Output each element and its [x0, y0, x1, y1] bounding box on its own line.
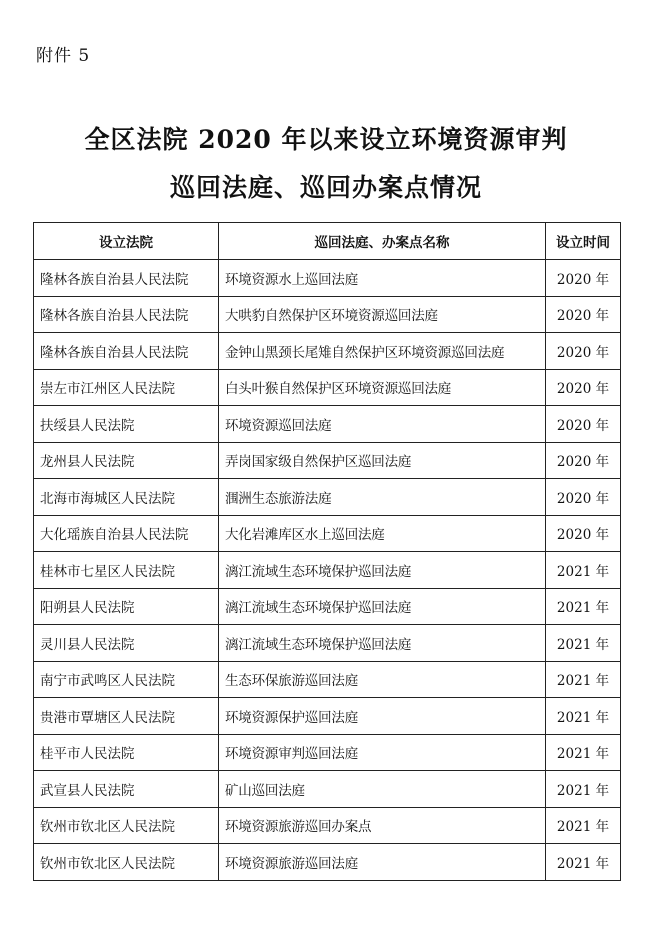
year-cell: 2020 年: [546, 260, 621, 297]
table-row: [34, 844, 621, 881]
table-row: [34, 479, 621, 516]
year-cell: 2020 年: [546, 515, 621, 552]
court-cell: 灵川县人民法院: [34, 625, 219, 662]
table-row: [34, 369, 621, 406]
year-cell: 2021 年: [546, 552, 621, 589]
table-row: [34, 260, 621, 297]
header-year: 设立时间: [546, 223, 621, 260]
year-cell: 2021 年: [546, 844, 621, 881]
year-cell: 2020 年: [546, 333, 621, 370]
court-cell: 隆林各族自治县人民法院: [34, 260, 219, 297]
year-cell: 2021 年: [546, 661, 621, 698]
year-cell: 2021 年: [546, 625, 621, 662]
year-cell: 2020 年: [546, 479, 621, 516]
tribunal-name-cell: 环境资源旅游巡回办案点: [219, 807, 546, 844]
tribunal-name-cell: 生态环保旅游巡回法庭: [219, 661, 546, 698]
court-cell: 龙州县人民法院: [34, 442, 219, 479]
page-title-line-1: 全区法院 2020 年以来设立环境资源审判: [84, 125, 568, 154]
table-row: [34, 442, 621, 479]
court-cell: 武宣县人民法院: [34, 771, 219, 808]
table-row: [34, 771, 621, 808]
table-row: [34, 661, 621, 698]
tribunal-name-cell: 矿山巡回法庭: [219, 771, 546, 808]
year-cell: 2020 年: [546, 369, 621, 406]
court-cell: 崇左市江州区人民法院: [34, 369, 219, 406]
tribunal-name-cell: 环境资源水上巡回法庭: [219, 260, 546, 297]
table-row: [34, 333, 621, 370]
tribunal-name-cell: 大化岩滩库区水上巡回法庭: [219, 515, 546, 552]
tribunal-name-cell: 环境资源巡回法庭: [219, 406, 546, 443]
year-cell: 2020 年: [546, 406, 621, 443]
table-header: [34, 223, 621, 260]
tribunal-name-cell: 漓江流域生态环境保护巡回法庭: [219, 588, 546, 625]
annex-label: 附件 5: [36, 46, 91, 66]
year-cell: 2020 年: [546, 296, 621, 333]
table-header-row: [34, 223, 621, 260]
year-cell: 2021 年: [546, 698, 621, 735]
court-cell: 钦州市钦北区人民法院: [34, 807, 219, 844]
header-court: 设立法院: [34, 223, 219, 260]
tribunal-name-cell: 白头叶猴自然保护区环境资源巡回法庭: [219, 369, 546, 406]
tribunal-name-cell: 环境资源保护巡回法庭: [219, 698, 546, 735]
table-row: [34, 588, 621, 625]
court-cell: 隆林各族自治县人民法院: [34, 333, 219, 370]
court-cell: 北海市海城区人民法院: [34, 479, 219, 516]
year-cell: 2020 年: [546, 442, 621, 479]
table-row: [34, 296, 621, 333]
tribunal-name-cell: 金钟山黑颈长尾雉自然保护区环境资源巡回法庭: [219, 333, 546, 370]
tribunal-name-cell: 漓江流域生态环境保护巡回法庭: [219, 552, 546, 589]
court-cell: 大化瑶族自治县人民法院: [34, 515, 219, 552]
court-cell: 桂林市七星区人民法院: [34, 552, 219, 589]
table-row: [34, 698, 621, 735]
court-cell: 钦州市钦北区人民法院: [34, 844, 219, 881]
court-cell: 桂平市人民法院: [34, 734, 219, 771]
court-cell: 扶绥县人民法院: [34, 406, 219, 443]
tribunal-name-cell: 漓江流域生态环境保护巡回法庭: [219, 625, 546, 662]
courts-table: [33, 222, 621, 881]
header-name: 巡回法庭、办案点名称: [219, 223, 546, 260]
tribunal-name-cell: 环境资源旅游巡回法庭: [219, 844, 546, 881]
table-row: [34, 515, 621, 552]
tribunal-name-cell: 大哄豹自然保护区环境资源巡回法庭: [219, 296, 546, 333]
table-row: [34, 807, 621, 844]
year-cell: 2021 年: [546, 588, 621, 625]
year-cell: 2021 年: [546, 734, 621, 771]
page-title-line-2: 巡回法庭、巡回办案点情况: [169, 173, 482, 202]
table-row: [34, 734, 621, 771]
court-cell: 隆林各族自治县人民法院: [34, 296, 219, 333]
table-body: [34, 260, 621, 881]
year-cell: 2021 年: [546, 807, 621, 844]
table-row: [34, 406, 621, 443]
tribunal-name-cell: 弄岗国家级自然保护区巡回法庭: [219, 442, 546, 479]
tribunal-name-cell: 环境资源审判巡回法庭: [219, 734, 546, 771]
court-cell: 贵港市覃塘区人民法院: [34, 698, 219, 735]
tribunal-name-cell: 涠洲生态旅游法庭: [219, 479, 546, 516]
table-row: [34, 625, 621, 662]
table-row: [34, 552, 621, 589]
court-cell: 南宁市武鸣区人民法院: [34, 661, 219, 698]
court-cell: 阳朔县人民法院: [34, 588, 219, 625]
year-cell: 2021 年: [546, 771, 621, 808]
